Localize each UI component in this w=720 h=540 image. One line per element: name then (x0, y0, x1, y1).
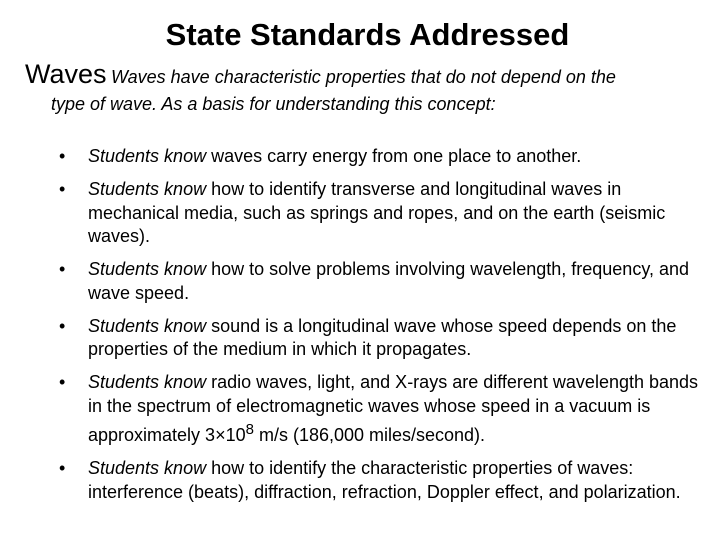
slide-title: State Standards Addressed (165, 17, 570, 52)
intro-section (25, 59, 715, 116)
list-item-text (88, 145, 714, 169)
list-item-lead: Students know (88, 179, 207, 199)
intro-text: Waves have characteristic properties that do not depend on the (110, 67, 616, 87)
bullet-icon: • (59, 179, 66, 199)
intro-line-1 (25, 59, 715, 94)
list-item (59, 457, 714, 504)
bullet-icon: • (59, 372, 66, 392)
exponent: 8 (245, 421, 254, 438)
list-item-text (88, 258, 714, 305)
bullet-icon: • (59, 315, 66, 336)
intro-heading: Waves (25, 59, 107, 89)
bullet-icon: • (59, 259, 66, 279)
list-item-body: how to identify the characteristic properties of waves: interference (beats), diffraction, refraction, Doppler effect, and polarization. (88, 458, 681, 502)
list-item-lead: Students know (88, 259, 207, 279)
intro-line-2: type of wave. As a basis for understanding this concept: (51, 94, 496, 114)
list-item-lead: Students know (88, 458, 207, 478)
list-item-body: sound is a longitudinal wave whose speed depends on the properties of the medium in which it propagates. (88, 315, 677, 359)
list-item-body-end: m/s (186,000 miles/second). (253, 425, 486, 445)
list-item-body: how to solve problems involving wavelength, frequency, and wave speed. (88, 259, 690, 303)
bullet-icon: • (59, 458, 66, 478)
list-item-lead: Students know (88, 372, 207, 392)
list-item-lead: Students know (88, 315, 207, 336)
list-item (59, 145, 714, 169)
list-item (59, 178, 714, 249)
bullet-icon: • (59, 146, 66, 166)
list-item-text (88, 457, 714, 504)
list-item-body: radio waves, light, and X-rays are different wavelength bands in the spectrum of electromagnetic waves whose speed in a vacuum is approximately 3×10 (88, 372, 699, 445)
list-item-text (88, 371, 714, 448)
list-item (59, 258, 714, 305)
list-item-lead: Students know (88, 146, 207, 166)
list-item-text (88, 315, 714, 362)
list-item-body: waves carry energy from one place to another. (206, 146, 582, 166)
list-item-text (88, 178, 714, 249)
list-item (59, 315, 714, 362)
standards-list (59, 145, 714, 514)
list-item (59, 371, 714, 448)
list-item-body: how to identify transverse and longitudinal waves in mechanical media, such as springs and ropes, and on the earth (seismic waves). (88, 179, 666, 246)
